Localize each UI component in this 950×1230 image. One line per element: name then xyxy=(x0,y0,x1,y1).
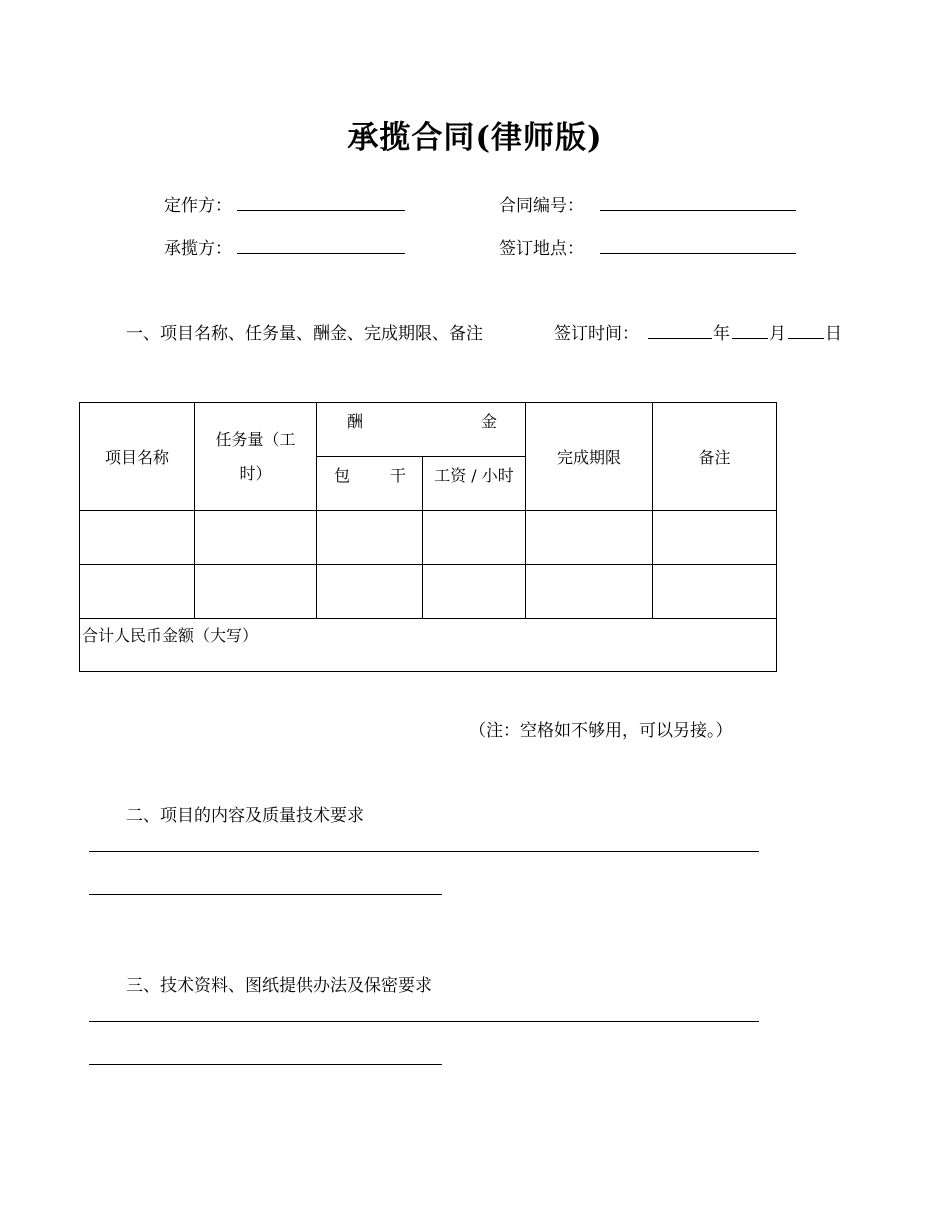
section3-line-1[interactable] xyxy=(89,1021,759,1022)
table-cell[interactable] xyxy=(195,565,317,619)
ordering-party-label: 定作方： xyxy=(164,196,232,216)
sign-month-field[interactable] xyxy=(732,338,768,339)
section3-line-2[interactable] xyxy=(89,1064,442,1065)
contract-no-field[interactable] xyxy=(600,210,796,211)
header-project-name xyxy=(80,403,195,511)
header-remark xyxy=(653,403,777,511)
sign-place-field[interactable] xyxy=(600,253,796,254)
header-reward-char2: 金 xyxy=(480,412,497,431)
sign-time-label: 签订时间： xyxy=(554,324,639,344)
table-cell[interactable] xyxy=(526,511,653,565)
year-label: 年 xyxy=(713,324,730,344)
contractor-field[interactable] xyxy=(237,253,405,254)
table-cell[interactable] xyxy=(526,565,653,619)
sign-day-field[interactable] xyxy=(788,338,824,339)
header-deadline-text: 完成期限 xyxy=(556,448,621,467)
subheader-hourly-text: 工资 / 小时 xyxy=(434,466,514,485)
table-cell[interactable] xyxy=(653,565,777,619)
section2-line-1[interactable] xyxy=(89,851,759,852)
day-label: 日 xyxy=(825,324,842,344)
total-amount-cell[interactable] xyxy=(80,619,777,672)
subheader-fixed-char1: 包 xyxy=(334,466,351,485)
contract-no-label: 合同编号： xyxy=(499,196,584,216)
table-row xyxy=(80,511,777,565)
table-cell[interactable] xyxy=(653,511,777,565)
ordering-party-field[interactable] xyxy=(237,210,405,211)
subheader-hourly xyxy=(423,457,526,511)
sign-place-label: 签订地点： xyxy=(499,239,584,259)
project-table xyxy=(79,402,777,672)
header-deadline xyxy=(526,403,653,511)
table-cell[interactable] xyxy=(80,565,195,619)
table-cell[interactable] xyxy=(195,511,317,565)
subheader-fixed xyxy=(317,457,423,511)
table-row xyxy=(80,565,777,619)
header-task-amount xyxy=(195,403,317,511)
section2-heading: 二、项目的内容及质量技术要求 xyxy=(126,806,364,826)
header-remark-text: 备注 xyxy=(698,448,731,467)
total-row xyxy=(80,619,777,672)
contractor-label: 承揽方： xyxy=(164,239,232,259)
month-label: 月 xyxy=(769,324,786,344)
header-reward-char1: 酬 xyxy=(347,412,364,431)
table-cell[interactable] xyxy=(317,511,423,565)
header-task-line1: 任务量（工 xyxy=(215,429,296,449)
section3-heading: 三、技术资料、图纸提供办法及保密要求 xyxy=(126,976,432,996)
sign-year-field[interactable] xyxy=(648,338,712,339)
subheader-fixed-char2: 干 xyxy=(389,466,406,485)
table-cell[interactable] xyxy=(423,511,526,565)
header-task-line2: 时） xyxy=(239,463,272,483)
header-reward xyxy=(317,403,526,457)
table-cell[interactable] xyxy=(80,511,195,565)
total-amount-label: 合计人民币金额（大写） xyxy=(82,626,259,645)
header-project-name-text: 项目名称 xyxy=(104,448,169,467)
table-cell[interactable] xyxy=(317,565,423,619)
document-title: 承揽合同(律师版) xyxy=(347,120,603,156)
section1-heading: 一、项目名称、任务量、酬金、完成期限、备注 xyxy=(126,324,483,344)
table-note: （注：空格如不够用，可以另接。） xyxy=(469,721,733,741)
table-cell[interactable] xyxy=(423,565,526,619)
section2-line-2[interactable] xyxy=(89,894,442,895)
